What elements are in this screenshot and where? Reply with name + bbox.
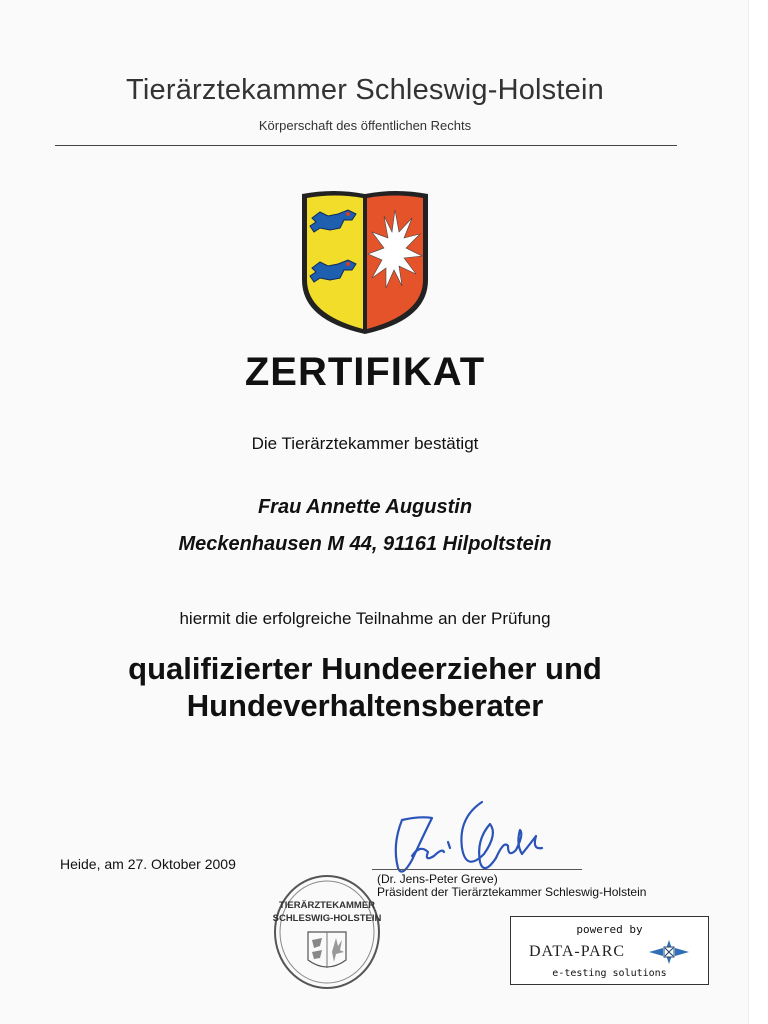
president-signature — [372, 790, 557, 885]
place-and-date: Heide, am 27. Oktober 2009 — [60, 856, 236, 872]
vendor-powered-by: powered by — [576, 923, 643, 936]
coat-of-arms-icon — [298, 188, 432, 338]
signer-name: (Dr. Jens-Peter Greve) — [377, 872, 498, 886]
compass-star-icon — [647, 939, 691, 965]
qualification-line-1: qualifizierter Hundeerzieher und — [128, 651, 602, 686]
recipient-address: Meckenhausen M 44, 91161 Hilpoltstein — [178, 533, 552, 555]
participation-text: hiermit die erfolgreiche Teilnahme an der Prüfung — [179, 609, 551, 628]
page-edge — [748, 0, 768, 1024]
seal-text-bottom: SCHLESWIG-HOLSTEIN — [272, 913, 382, 924]
vendor-name: DATA-PARC — [529, 943, 626, 960]
vendor-tagline: e-testing solutions — [552, 968, 667, 979]
qualification-line-2: Hundeverhaltensberater — [186, 688, 544, 723]
organization-name: Tierärztekammer Schleswig-Holstein — [126, 74, 604, 106]
organization-subtitle: Körperschaft des öffentlichen Rechts — [258, 118, 472, 133]
header-divider — [55, 145, 677, 146]
signature-line — [372, 869, 582, 870]
vendor-badge — [510, 916, 709, 985]
certificate-intro: Die Tierärztekammer bestätigt — [251, 434, 479, 453]
signer-title: Präsident der Tierärztekammer Schleswig-Holstein — [377, 885, 647, 899]
official-seal-icon — [270, 868, 385, 993]
qualification-title — [0, 650, 730, 724]
seal-text-top: TIERÄRZTEKAMMER — [278, 900, 376, 911]
recipient-name: Frau Annette Augustin — [257, 496, 473, 518]
certificate-title: ZERTIFIKAT — [244, 350, 486, 394]
